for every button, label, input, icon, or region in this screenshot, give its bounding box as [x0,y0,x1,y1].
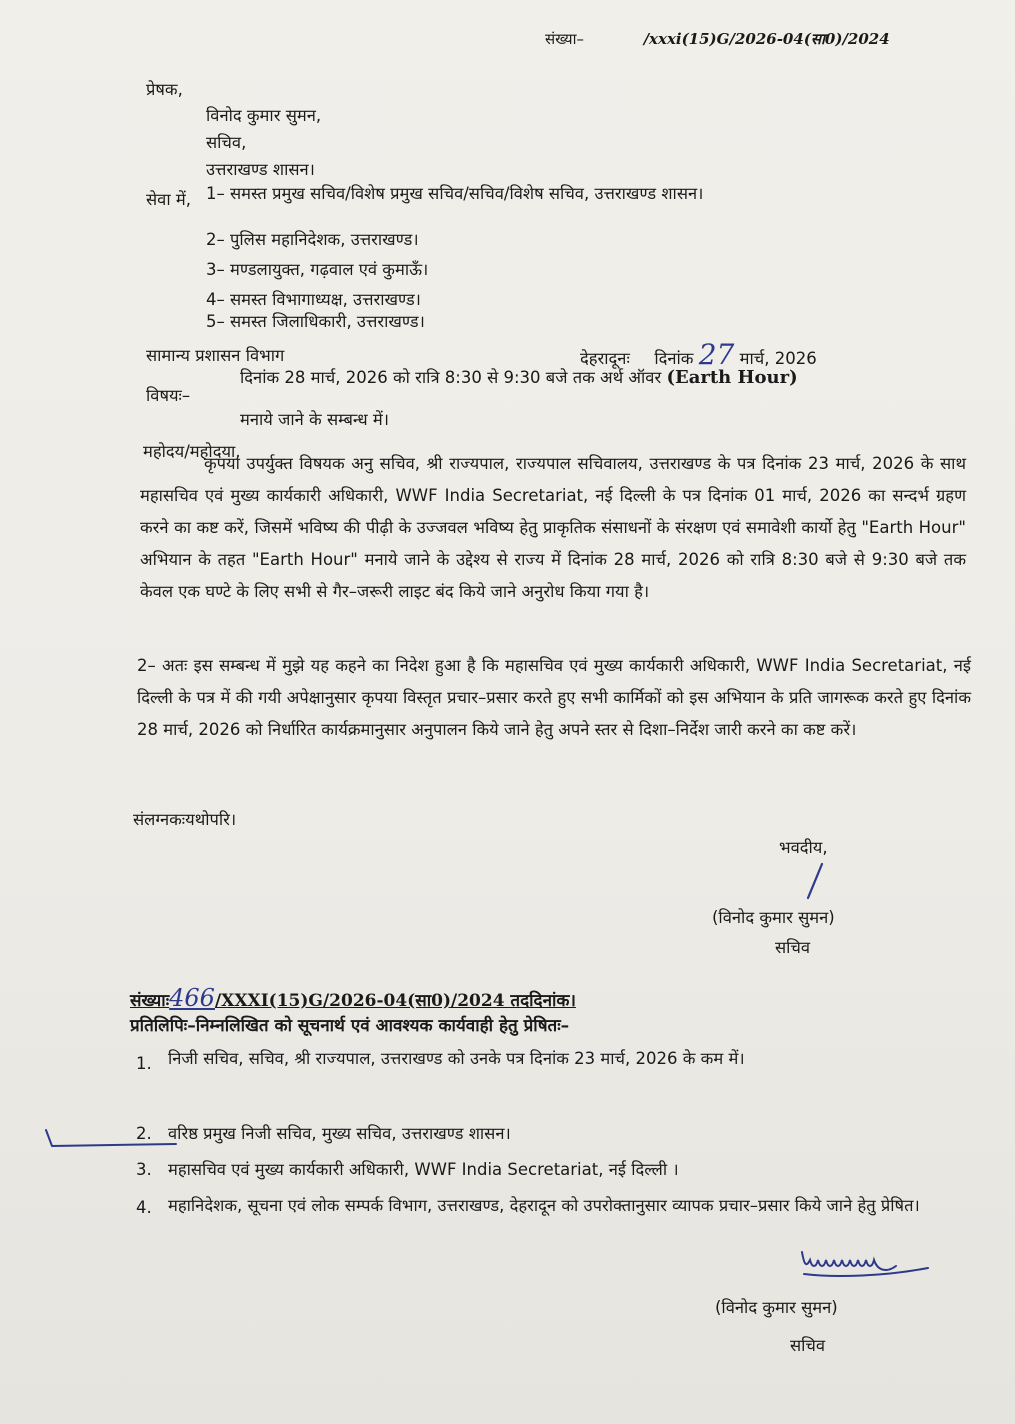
subject-line-2: मनाये जाने के सम्बन्ध में। [240,410,389,429]
signature-tick-mark [800,862,830,902]
reference-number-bottom [130,980,576,1016]
subject-earth-hour: (Earth Hour) [666,367,798,388]
copy-item-2-number: 2. [136,1124,152,1143]
recipient-item-3: 3– मण्डलायुक्त, गढ़वाल एवं कुमाऊँ। [206,260,429,279]
recipient-item-5: 5– समस्त जिलाधिकारी, उत्तराखण्ड। [206,312,425,331]
reference-number-top [545,28,890,51]
copy-item-1-number: 1. [136,1054,152,1073]
subject-label: विषयः– [146,386,191,405]
sender-designation: सचिव, [206,133,247,152]
date-label: दिनांक [654,349,694,368]
reference-label: संख्या– [545,30,585,48]
copy-heading: प्रतिलिपिः–निम्नलिखित को सूचनार्थ एवं आवश्यक कार्यवाही हेतु प्रेषितः– [130,1016,570,1036]
date-day-handwritten: 27 [698,338,735,371]
copy-item-3-number: 3. [136,1160,152,1179]
copy-item-4-number: 4. [136,1198,152,1217]
department: सामान्य प्रशासन विभाग [146,346,285,365]
enclosure: संलग्नकःयथोपरि। [133,810,237,829]
closing-regards: भवदीय, [779,838,828,857]
subject-text: दिनांक 28 मार्च, 2026 को रात्रि 8:30 से 9:30 बजे तक अर्थ ऑवर [240,368,662,387]
closing2-name: (विनोद कुमार सुमन) [715,1298,838,1317]
recipient-item-4: 4– समस्त विभागाध्यक्ष, उत्तराखण्ड। [206,290,421,309]
reference-bottom-label: संख्याः [130,991,170,1011]
handwritten-mark-line [40,1128,180,1156]
sender-name: विनोद कुमार सुमन, [206,106,322,125]
date-month-year: मार्च, 2026 [739,349,817,368]
sender-label: प्रेषक, [146,80,183,99]
closing-designation: सचिव [775,938,811,957]
recipient-item-2: 2– पुलिस महानिदेशक, उत्तराखण्ड। [206,230,419,249]
paragraph-2: 2– अतः इस सम्बन्ध में मुझे यह कहने का निदेश हुआ है कि महासचिव एवं मुख्य कार्यकारी अधिकारी, WWF India Secretariat, नई दिल्ली के पत्र में की गयी अपेक्षानुसार कृपया विस्तृत प्रचार–प्रसार करते हुए सभी कार्मिकों को इस अभियान के प्रति जागरूक करते हुए दिनांक 28 मार्च, 2026 को निर्धारित कार्यक्रमानुसार अनुपालन किये जाने हेतु अपने स्तर से दिशा–निर्देश जारी करने का कष्ट करें। [137,656,971,739]
closing-name: (विनोद कुमार सुमन) [712,908,835,927]
handwritten-signature [796,1242,946,1286]
copy-item-3-text: महासचिव एवं मुख्य कार्यकारी अधिकारी, WWF India Secretariat, नई दिल्ली । [168,1160,679,1179]
reference-handwritten-number: 466 [169,984,215,1012]
reference-code: /xxxi(15)G/2026-04(सा0)/2024 [643,30,890,48]
salutation: महोदय/महोदया, [143,442,241,461]
recipient-item-1: 1– समस्त प्रमुख सचिव/विशेष प्रमुख सचिव/सचिव/विशेष सचिव, उत्तराखण्ड शासन। [206,184,704,203]
reference-bottom-code: /XXXI(15)G/2026-04(सा0)/2024 तददिनांक। [214,991,576,1011]
paragraph-1: कृपया उपर्युक्त विषयक अनु सचिव, श्री राज्यपाल, राज्यपाल सचिवालय, उत्तराखण्ड के पत्र दिनांक 23 मार्च, 2026 के साथ महासचिव एवं मुख्य कार्यकारी अधिकारी, WWF India Secretariat, नई दिल्ली के पत्र दिनांक 01 मार्च, 2026 का सन्दर्भ ग्रहण करने का कष्ट करें, जिसमें भविष्य की पीढ़ी के उज्जवल भविष्य हेतु प्राकृतिक संसाधनों के संरक्षण एवं समावेशी कार्यो हेतु "Earth Hour" अभियान के तहत "Earth Hour" मनाये जाने के उद्देश्य से राज्य में दिनांक 28 मार्च, 2026 को रात्रि 8:30 बजे से 9:30 बजे तक केवल एक घण्टे के लिए सभी से गैर–जरूरी लाइट बंद किये जाने अनुरोध किया गया है। [140,454,966,601]
copy-item-2-text: वरिष्ठ प्रमुख निजी सचिव, मुख्य सचिव, उत्तराखण्ड शासन। [168,1124,511,1143]
closing2-designation: सचिव [790,1336,826,1355]
recipients-label: सेवा में, [146,190,191,209]
sender-office: उत्तराखण्ड शासन। [206,160,315,179]
place: देहरादूनः [580,349,630,368]
subject-line-1 [240,364,798,391]
copy-item-1-text: निजी सचिव, सचिव, श्री राज्यपाल, उत्तराखण्ड को उनके पत्र दिनांक 23 मार्च, 2026 के कम में। [168,1049,745,1068]
copy-item-4-text: महानिदेशक, सूचना एवं लोक सम्पर्क विभाग, उत्तराखण्ड, देहरादून को उपरोक्तानुसार व्यापक प्रचार–प्रसार किये जाने हेतु प्रेषित। [168,1196,920,1215]
